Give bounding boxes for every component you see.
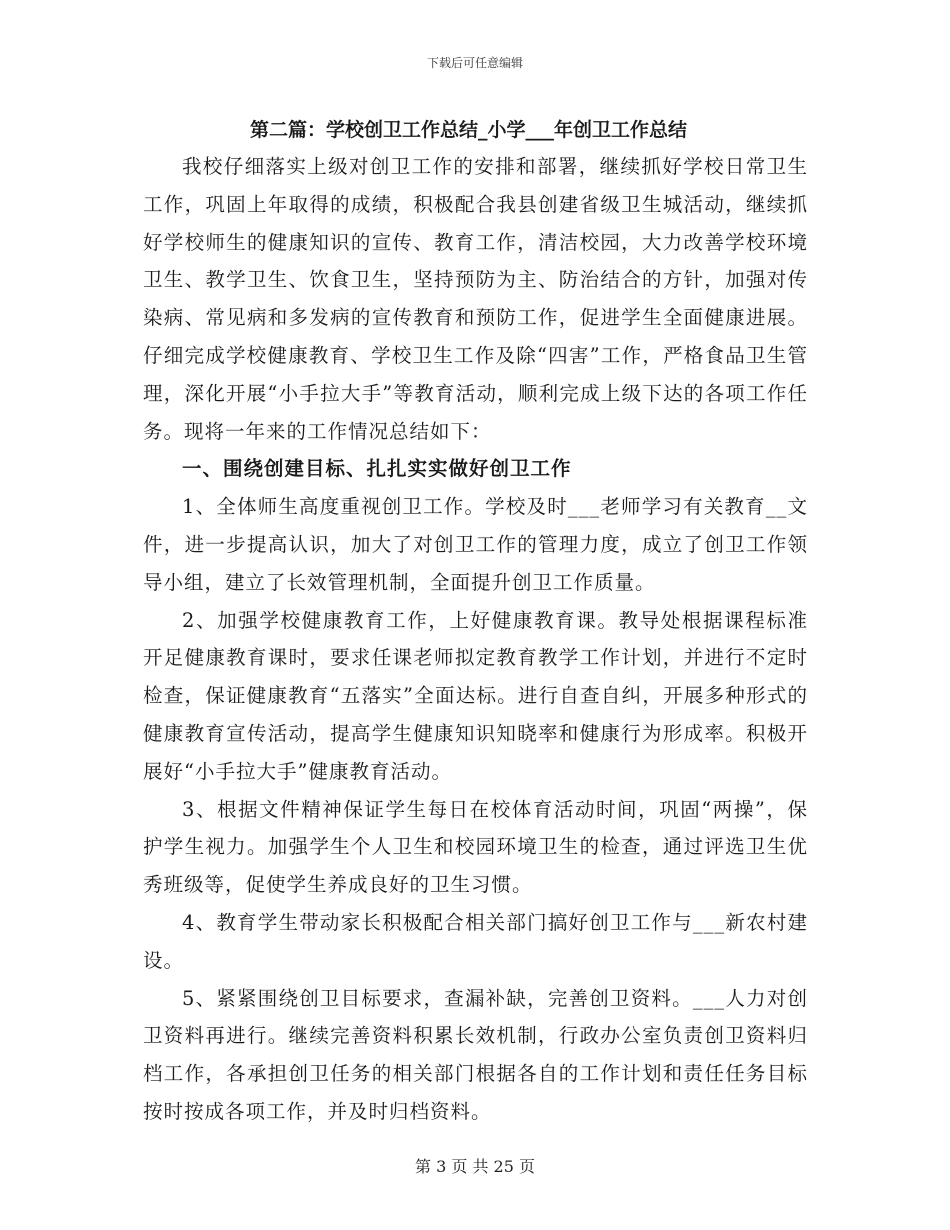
list-item: 3、根据文件精神保证学生每日在校体育活动时间，巩固“两操”，保护学生视力。加强学生个人卫生和校园环境卫生的检查，通过评选卫生优秀班级等，促使学生养成良好的卫生习惯。	[143, 797, 808, 897]
document-body	[143, 112, 808, 1131]
list-item: 1、全体师生高度重视创卫工作。学校及时___老师学习有关教育__文件，进一步提高认识，加大了对创卫工作的管理力度，成立了创卫工作领导小组，建立了长效管理机制，全面提升创卫工作质量。	[143, 495, 808, 594]
list-item: 4、教育学生带动家长积极配合相关部门搞好创卫工作与___新农村建设。	[143, 910, 808, 972]
intro-paragraph: 我校仔细落实上级对创卫工作的安排和部署，继续抓好学校日常卫生工作，巩固上年取得的成绩，积极配合我县创建省级卫生城活动，继续抓好学校师生的健康知识的宣传、教育工作，清洁校园，大力改善学校环境卫生、教学卫生、饮食卫生，坚持预防为主、防治结合的方针，加强对传染病、常见病和多发病的宣传教育和预防工作，促进学生全面健康进展。仔细完成学校健康教育、学校卫生工作及除“四害”工作，严格食品卫生管理，深化开展“小手拉大手”等教育活动，顺利完成上级下达的各项工作任务。现将一年来的工作情况总结如下：	[143, 155, 808, 443]
header-note: 下载后可任意编辑	[426, 56, 523, 70]
section-heading: 一、围绕创建目标、扎扎实实做好创卫工作	[182, 457, 572, 481]
document-title: 第二篇：学校创卫工作总结_小学___年创卫工作总结	[250, 119, 688, 141]
list-item: 2、加强学校健康教育工作，上好健康教育课。教导处根据课程标准开足健康教育课时，要求任课老师拟定教育教学工作计划，并进行不定时检查，保证健康教育“五落实”全面达标。进行自查自纠，开展多种形式的健康教育宣传活动，提高学生健康知识知晓率和健康行为形成率。积极开展好“小手拉大手”健康教育活动。	[143, 608, 808, 783]
page-number: 第 3 页 共 25 页	[415, 1157, 535, 1176]
list-item: 5、紧紧围绕创卫目标要求，查漏补缺，完善创卫资料。___人力对创卫资料再进行。继续完善资料积累长效机制，行政办公室负责创卫资料归档工作，各承担创卫任务的相关部门根据各自的工作计划和责任任务目标按时按成各项工作，并及时归档资料。	[143, 986, 808, 1123]
